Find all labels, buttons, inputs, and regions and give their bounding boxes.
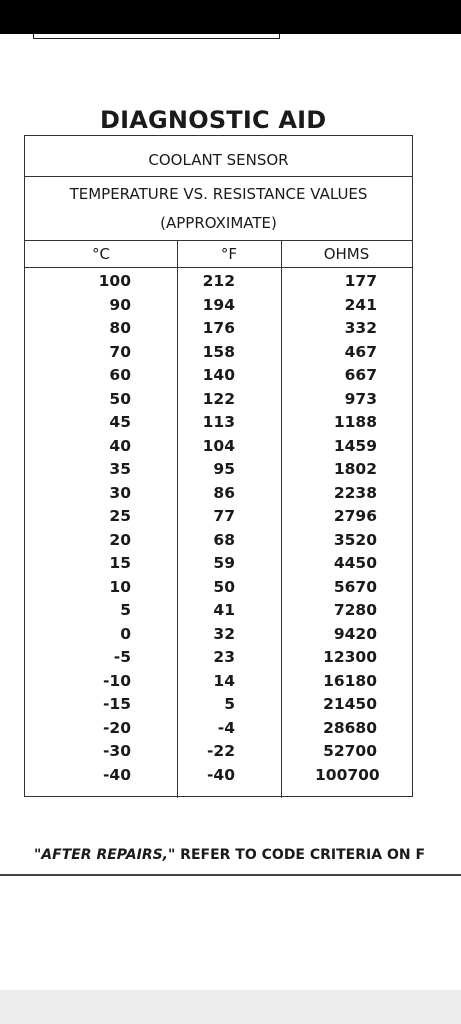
ohms-cell: 28680 xyxy=(323,718,377,737)
table-row xyxy=(25,766,412,790)
ohms-cell: 21450 xyxy=(323,695,377,713)
celsius-cell: -10 xyxy=(102,671,131,690)
footer-rest: REFER TO CODE CRITERIA ON F xyxy=(175,847,426,863)
celsius-cell: 25 xyxy=(109,507,131,525)
fahrenheit-cell: -22 xyxy=(206,742,235,760)
ohms-cell: 5670 xyxy=(333,577,377,596)
fahrenheit-cell: 86 xyxy=(213,483,235,502)
celsius-cell: 0 xyxy=(120,624,131,643)
celsius-cell: 45 xyxy=(109,413,131,431)
table-row xyxy=(25,413,412,437)
fahrenheit-cell: 77 xyxy=(213,507,235,525)
ohms-cell: 177 xyxy=(344,272,377,290)
table-row xyxy=(25,695,412,719)
ohms-cell: 16180 xyxy=(323,671,377,690)
fahrenheit-cell: 5 xyxy=(224,695,235,713)
table-row xyxy=(25,319,412,343)
celsius-cell: 20 xyxy=(109,530,131,549)
ohms-cell: 7280 xyxy=(333,601,377,619)
ohms-cell: 467 xyxy=(344,342,377,361)
top-black-bar xyxy=(0,0,461,34)
fahrenheit-cell: 104 xyxy=(202,436,235,455)
table-row xyxy=(25,390,412,414)
celsius-cell: 15 xyxy=(109,554,131,572)
table-subtitle-line1: TEMPERATURE VS. RESISTANCE VALUES xyxy=(69,185,368,203)
footer-note xyxy=(34,847,425,863)
footer-rule xyxy=(0,874,461,876)
table-row xyxy=(25,672,412,696)
table-row xyxy=(25,366,412,390)
fahrenheit-cell: 68 xyxy=(213,530,235,549)
fahrenheit-cell: 50 xyxy=(213,577,235,596)
table-row xyxy=(25,742,412,766)
ohms-cell: 4450 xyxy=(333,554,377,572)
celsius-cell: 60 xyxy=(109,366,131,384)
table-row xyxy=(25,272,412,296)
fahrenheit-cell: 158 xyxy=(202,342,235,361)
table-row xyxy=(25,296,412,320)
table-row xyxy=(25,531,412,555)
celsius-cell: 70 xyxy=(109,342,131,361)
bottom-bar xyxy=(0,990,461,1024)
celsius-cell: 50 xyxy=(109,389,131,408)
table-row xyxy=(25,578,412,602)
fahrenheit-cell: 23 xyxy=(213,648,235,666)
table-row xyxy=(25,648,412,672)
table-title: COOLANT SENSOR xyxy=(148,151,289,169)
footer-quote: "AFTER REPAIRS," xyxy=(34,847,176,863)
celsius-cell: 30 xyxy=(109,483,131,502)
table-body xyxy=(25,272,412,789)
fahrenheit-cell: 212 xyxy=(202,272,235,290)
fahrenheit-cell: 194 xyxy=(202,295,235,314)
ohms-cell: 3520 xyxy=(333,530,377,549)
ohms-cell: 9420 xyxy=(333,624,377,643)
fahrenheit-cell: 95 xyxy=(213,460,235,478)
celsius-cell: 40 xyxy=(109,436,131,455)
ohms-cell: 332 xyxy=(344,319,377,337)
fahrenheit-cell: 59 xyxy=(213,554,235,572)
ohms-cell: 100700 xyxy=(315,765,380,784)
table-row xyxy=(25,554,412,578)
ohms-cell: 2796 xyxy=(333,507,377,525)
celsius-cell: 35 xyxy=(109,460,131,478)
celsius-cell: 10 xyxy=(109,577,131,596)
fahrenheit-cell: 32 xyxy=(213,624,235,643)
fahrenheit-cell: 14 xyxy=(213,671,235,690)
table-row xyxy=(25,484,412,508)
table-row xyxy=(25,719,412,743)
ohms-cell: 973 xyxy=(344,389,377,408)
celsius-cell: 5 xyxy=(120,601,131,619)
top-box-edge xyxy=(33,34,280,39)
fahrenheit-cell: -40 xyxy=(206,765,235,784)
table-row xyxy=(25,460,412,484)
ohms-cell: 1802 xyxy=(333,460,377,478)
fahrenheit-cell: 140 xyxy=(202,366,235,384)
celsius-cell: -5 xyxy=(113,648,131,666)
ohms-cell: 12300 xyxy=(323,648,377,666)
celsius-cell: 100 xyxy=(98,272,131,290)
fahrenheit-cell: 41 xyxy=(213,601,235,619)
celsius-cell: 90 xyxy=(109,295,131,314)
table-row xyxy=(25,601,412,625)
ohms-cell: 1459 xyxy=(333,436,377,455)
table-row xyxy=(25,343,412,367)
celsius-cell: -30 xyxy=(102,742,131,760)
fahrenheit-cell: 122 xyxy=(202,389,235,408)
header-divider xyxy=(25,267,412,268)
ohms-cell: 1188 xyxy=(333,413,377,431)
fahrenheit-cell: -4 xyxy=(217,718,235,737)
column-header-fahrenheit: °F xyxy=(220,245,238,263)
fahrenheit-cell: 113 xyxy=(202,413,235,431)
coolant-sensor-table xyxy=(24,135,413,797)
ohms-cell: 241 xyxy=(344,295,377,314)
celsius-cell: -15 xyxy=(102,695,131,713)
table-row xyxy=(25,437,412,461)
celsius-cell: 80 xyxy=(109,319,131,337)
table-divider xyxy=(25,176,412,177)
celsius-cell: -20 xyxy=(102,718,131,737)
table-row xyxy=(25,625,412,649)
ohms-cell: 52700 xyxy=(323,742,377,760)
fahrenheit-cell: 176 xyxy=(202,319,235,337)
table-subtitle-line2: (APPROXIMATE) xyxy=(160,214,277,232)
column-header-celsius: °C xyxy=(92,245,110,263)
table-divider xyxy=(25,240,412,241)
celsius-cell: -40 xyxy=(102,765,131,784)
table-row xyxy=(25,507,412,531)
ohms-cell: 2238 xyxy=(333,483,377,502)
page-title: DIAGNOSTIC AID xyxy=(100,106,327,134)
ohms-cell: 667 xyxy=(344,366,377,384)
column-header-ohms: OHMS xyxy=(323,245,370,263)
